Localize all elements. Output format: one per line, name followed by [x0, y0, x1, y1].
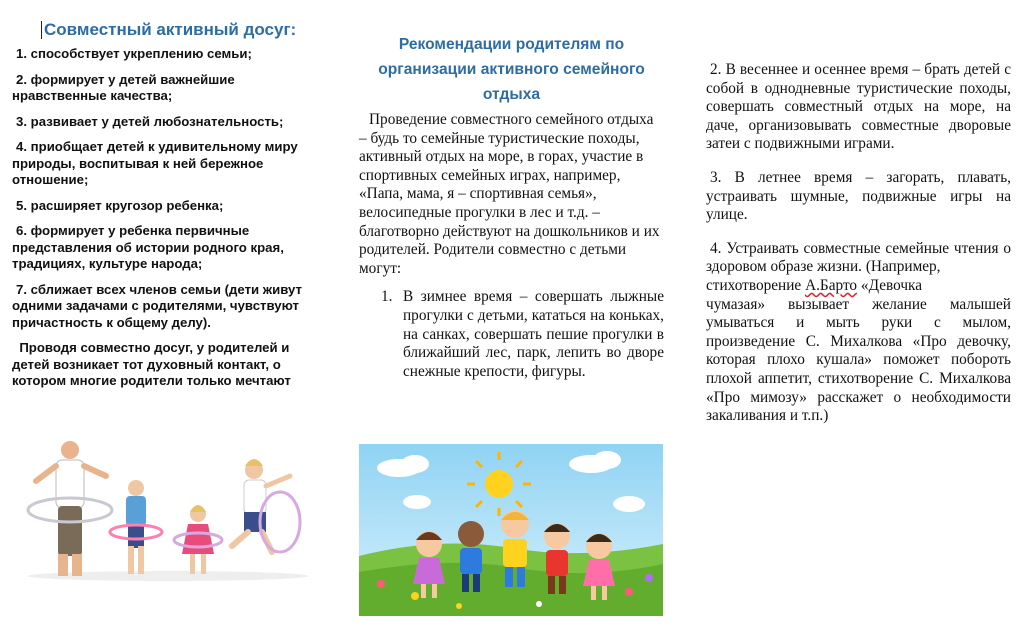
middle-column	[359, 0, 664, 381]
benefit-number: 3.	[16, 113, 27, 129]
leisure-heading-text: Совместный активный досуг:	[44, 20, 297, 39]
benefit-item-2	[12, 72, 320, 105]
benefit-text: расширяет кругозор ребенка;	[30, 197, 224, 213]
benefit-item-3	[12, 114, 320, 131]
benefit-number: 2.	[16, 71, 27, 87]
benefit-text: развивает у детей любознательность;	[30, 113, 284, 129]
benefit-text: способствует укреплению семьи;	[30, 46, 252, 61]
leisure-heading	[44, 20, 320, 40]
summary-paragraph	[12, 340, 320, 390]
author-name-spellcheck: А.Барто	[805, 276, 858, 294]
intro-paragraph: Проведение совместного семейного отдыха – будь то семейные туристические походы, активный отдых на море, в горах, участие в спортивных семейных играх, например, «Папа, мама, я – спортивная семья», велосипедные прогулки в лес и т.д. – благотворно действуют на дошкольников и их родителей. Родители совместно с детьми могут:	[359, 111, 660, 277]
right-column	[706, 0, 1011, 441]
list-text: В зимнее время – совершать лыжные прогулки с детьми, кататься на коньках, на санках, совершать пешие прогулки в ближайший лес, парк, лепить во дворе снежные крепости, фигуры.	[403, 288, 664, 380]
benefit-text: сближает всех членов семьи (дети живут одними задачами с родителями, чувствуют причастность к общему делу).	[12, 281, 302, 330]
benefit-text: формирует у детей важнейшие нравственные качества;	[12, 71, 235, 103]
benefit-text: формирует у ребенка первичные представления об истории родного края, традициях, культуре народа;	[12, 223, 284, 271]
benefit-item-6	[12, 223, 320, 273]
reading-text-title: «Девочка	[860, 276, 923, 294]
benefit-number: 6.	[16, 223, 27, 238]
benefit-number: 7.	[16, 281, 27, 297]
list-number: 1.	[381, 288, 393, 306]
summer-recommendation: 3. В летнее время – загорать, плавать, устраивать шумные, подвижные игры на улице.	[706, 168, 1011, 224]
benefit-item-4	[12, 139, 320, 189]
benefit-item-5	[12, 198, 320, 215]
benefit-item-1	[12, 46, 320, 63]
summary-text: Проводя совместно досуг, у родителей и детей возникает тот духовный контакт, о котором многие родители только мечтают	[12, 340, 291, 388]
spring-autumn-recommendation: 2. В весеннее и осеннее время – брать детей с собой в однодневные туристические походы, совершать совместный отдых на море, на даче, организовывать совместные дворовые затеи с подвижными играми.	[706, 61, 1011, 153]
benefit-text: приобщает детей к удивительному миру природы, воспитывая к ней бережное отношение;	[12, 139, 298, 187]
family-hula-hoop-photo	[18, 436, 316, 582]
benefit-number: 5.	[16, 197, 27, 213]
reading-recommendation	[706, 240, 1011, 426]
left-column	[12, 0, 320, 390]
reading-text-rest: чумазая» вызывает желание малышей умываться и мыть руки с мылом, произведение С. Михалкова «Про девочку, которая плохо кушала» поможет побороть плохой аппетит, стихотворение С. Михалкова «Про мимозу» расскажет о необходимости закаливания и т.п.)	[706, 295, 1011, 425]
benefit-number: 1.	[16, 46, 27, 61]
winter-recommendation	[381, 288, 664, 381]
reading-text-start: 4. Устраивать совместные семейные чтения о здоровом образе жизни. (Например,	[706, 239, 1011, 276]
recommendations-heading: Рекомендации родителям по организации активного семейного отдыха	[378, 36, 645, 103]
text-cursor	[41, 21, 42, 39]
benefit-item-7	[12, 282, 320, 332]
reading-text-poem: стихотворение	[706, 276, 802, 294]
benefit-number: 4.	[16, 139, 27, 154]
children-playing-illustration	[359, 444, 663, 616]
